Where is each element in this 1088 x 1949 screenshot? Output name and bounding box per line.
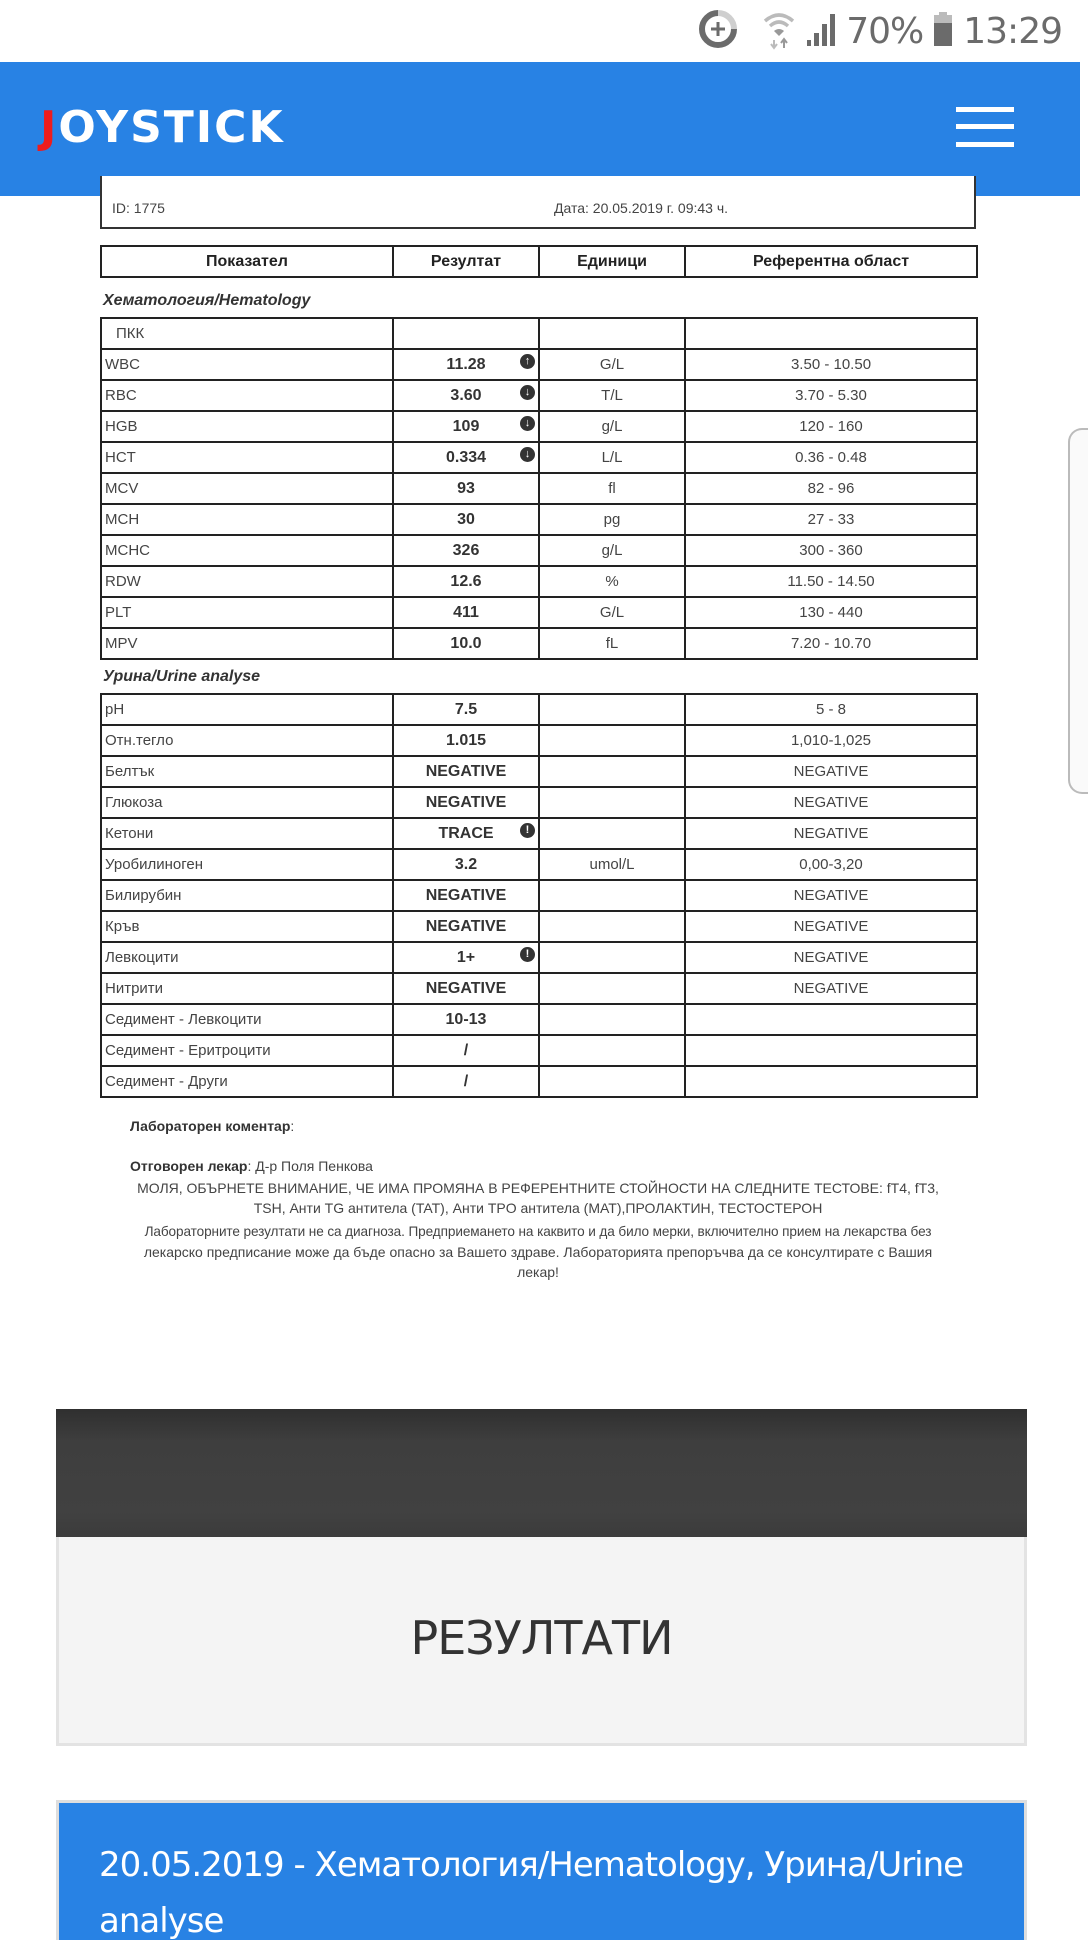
row-name — [101, 942, 393, 973]
column-header-result: Резултат — [393, 246, 539, 277]
row-name — [101, 442, 393, 473]
row-name-text: WBC — [105, 356, 140, 373]
row-reference-text: 0.36 - 0.48 — [795, 449, 867, 466]
row-reference — [685, 473, 977, 504]
table-row — [101, 911, 977, 942]
row-unit — [539, 725, 685, 756]
row-result — [393, 473, 539, 504]
battery-icon — [933, 12, 953, 51]
row-result — [393, 880, 539, 911]
row-result-text: 3.2 — [454, 855, 478, 873]
row-unit-text: fl — [608, 480, 616, 497]
row-name — [101, 411, 393, 442]
row-name — [101, 725, 393, 756]
row-reference — [685, 973, 977, 1004]
row-unit-text: L/L — [601, 449, 623, 466]
row-result — [393, 380, 539, 411]
row-name — [101, 473, 393, 504]
table-row — [101, 1035, 977, 1066]
row-reference — [685, 818, 977, 849]
row-name-text: Отн.тегло — [105, 732, 174, 749]
row-unit — [539, 473, 685, 504]
row-name — [101, 787, 393, 818]
row-result — [393, 973, 539, 1004]
row-name — [101, 911, 393, 942]
row-unit — [539, 349, 685, 380]
row-name — [101, 504, 393, 535]
row-result-text: 30 — [457, 510, 475, 528]
row-unit-text: g/L — [601, 542, 623, 559]
row-reference — [685, 380, 977, 411]
battery-percent: 70% — [846, 10, 924, 52]
result-entry-title[interactable]: 20.05.2019 - Хематология/Hematology, Урина/Urine analyse — [99, 1845, 964, 1941]
row-unit — [539, 880, 685, 911]
report-date: Дата: 20.05.2019 г. 09:43 ч. — [554, 200, 729, 216]
row-result-text: 7.5 — [454, 700, 478, 718]
table-row — [101, 973, 977, 1004]
row-reference-text: NEGATIVE — [793, 887, 869, 904]
row-result — [393, 349, 539, 380]
row-result-text: / — [463, 1072, 469, 1090]
hematology-table — [100, 317, 978, 660]
row-unit — [539, 566, 685, 597]
row-reference-text: 3.50 - 10.50 — [790, 356, 872, 373]
row-result-text: 12.6 — [450, 572, 482, 590]
row-result-text: 11.28 — [446, 355, 486, 373]
doctor-label: Отговорен лекар — [130, 1158, 248, 1174]
row-result — [393, 911, 539, 942]
group-row — [101, 318, 977, 349]
results-banner — [56, 1537, 1027, 1746]
row-reference — [685, 535, 977, 566]
row-name-text: Седимент - Левкоцити — [105, 1011, 262, 1028]
row-name-text: Уробилиноген — [105, 856, 204, 873]
column-header-table — [100, 245, 978, 278]
row-result-text: NEGATIVE — [425, 979, 507, 997]
row-result — [393, 1066, 539, 1097]
row-name — [101, 849, 393, 880]
column-header-indicator: Показател — [101, 246, 393, 277]
row-name-text: PLT — [105, 604, 132, 621]
table-row — [101, 1004, 977, 1035]
exclamation-circle-icon: ! — [520, 947, 535, 962]
row-unit-text: pg — [603, 511, 621, 528]
row-result — [393, 818, 539, 849]
responsible-doctor — [130, 1158, 373, 1174]
row-name — [101, 1035, 393, 1066]
row-name — [101, 380, 393, 411]
row-reference-text: 7.20 - 10.70 — [790, 635, 872, 652]
notice-line-2: TSH, Анти TG антитела (TAT), Анти TPO антитела (MAT),ПРОЛАКТИН, ТЕСТОСТЕРОН — [253, 1200, 823, 1216]
row-name — [101, 694, 393, 725]
row-result-text: / — [463, 1041, 469, 1059]
table-row — [101, 411, 977, 442]
table-row — [101, 442, 977, 473]
row-unit — [539, 1066, 685, 1097]
row-result — [393, 942, 539, 973]
row-reference — [685, 694, 977, 725]
status-bar — [0, 0, 1080, 62]
row-result-text: 93 — [457, 479, 475, 497]
table-row — [101, 849, 977, 880]
row-result — [393, 725, 539, 756]
row-reference-text: 1,010-1,025 — [790, 732, 872, 749]
logo[interactable] — [40, 102, 285, 153]
row-reference — [685, 911, 977, 942]
row-reference — [685, 411, 977, 442]
row-reference — [685, 787, 977, 818]
row-result — [393, 411, 539, 442]
table-row — [101, 349, 977, 380]
row-unit — [539, 411, 685, 442]
row-name-text: Кетони — [105, 825, 154, 842]
row-name — [101, 818, 393, 849]
row-unit — [539, 787, 685, 818]
row-result-text: NEGATIVE — [425, 762, 507, 780]
urine-table — [100, 693, 978, 1098]
row-result — [393, 694, 539, 725]
row-unit — [539, 756, 685, 787]
arrow-down-circle-icon: ↓ — [520, 416, 535, 431]
row-reference — [685, 725, 977, 756]
row-reference-text: NEGATIVE — [793, 918, 869, 935]
row-result-text: 10.0 — [450, 634, 482, 652]
disclaimer-line-1: Лабораторните резултати не са диагноза. Предприемането на каквито и да било мерки, включително прием на лекарства без — [144, 1224, 932, 1239]
table-row — [101, 535, 977, 566]
row-reference-text: NEGATIVE — [793, 763, 869, 780]
row-result-text: 0.334 — [445, 448, 487, 466]
banner-image — [56, 1409, 1027, 1538]
arrow-down-circle-icon: ↓ — [520, 447, 535, 462]
row-name-text: MCH — [105, 511, 140, 528]
row-unit — [539, 442, 685, 473]
row-name-text: MPV — [105, 635, 138, 652]
disclaimer-line-3: лекар! — [517, 1264, 559, 1280]
column-header-row — [101, 246, 977, 277]
row-unit — [539, 694, 685, 725]
row-unit — [539, 1004, 685, 1035]
row-reference-text: NEGATIVE — [793, 794, 869, 811]
table-row — [101, 694, 977, 725]
row-name-text: Кръв — [105, 918, 140, 935]
row-reference-text: 0,00-3,20 — [799, 856, 863, 873]
row-unit — [539, 973, 685, 1004]
logo-text: OYSTICK — [58, 102, 285, 153]
table-row — [101, 942, 977, 973]
row-result-text: NEGATIVE — [425, 886, 507, 904]
row-name — [101, 1004, 393, 1035]
row-result — [393, 787, 539, 818]
table-row — [101, 566, 977, 597]
row-result-text: 411 — [453, 603, 479, 621]
row-unit — [539, 942, 685, 973]
clock: 13:29 — [963, 10, 1062, 52]
row-name — [101, 973, 393, 1004]
row-name-text: MCHC — [105, 542, 150, 559]
hamburger-menu-icon[interactable] — [956, 107, 1014, 147]
table-row — [101, 818, 977, 849]
row-unit — [539, 628, 685, 659]
report-meta — [100, 176, 976, 229]
row-reference-text: NEGATIVE — [793, 825, 869, 842]
row-name-text: pH — [105, 701, 125, 718]
row-reference — [685, 942, 977, 973]
row-result — [393, 1035, 539, 1066]
column-header-reference: Референтна област — [685, 246, 977, 277]
lab-comment — [130, 1118, 294, 1134]
row-unit — [539, 1035, 685, 1066]
row-result-text: 1.015 — [445, 731, 487, 749]
row-name-text: RBC — [105, 387, 137, 404]
row-reference-text: 5 - 8 — [815, 701, 846, 718]
row-result-text: NEGATIVE — [425, 793, 507, 811]
arrow-up-circle-icon: ↑ — [520, 354, 535, 369]
section-title-hematology: Хематология/Hematology — [103, 292, 311, 309]
row-unit — [539, 380, 685, 411]
row-unit-text: T/L — [601, 387, 623, 404]
row-reference — [685, 1066, 977, 1097]
disclaimer-line-2: лекарско предписание може да бъде опасно за Вашето здраве. Лабораторията препоръчва да се консултирате с Вашия — [143, 1244, 933, 1260]
arrow-down-circle-icon: ↓ — [520, 385, 535, 400]
lab-comment-value: : — [290, 1118, 295, 1134]
table-row — [101, 756, 977, 787]
row-name-text: Глюкоза — [105, 794, 163, 811]
results-title: РЕЗУЛТАТИ — [410, 1611, 673, 1665]
row-name — [101, 628, 393, 659]
row-reference-text: NEGATIVE — [793, 980, 869, 997]
table-row — [101, 504, 977, 535]
row-unit-text: % — [605, 573, 619, 590]
table-row — [101, 473, 977, 504]
signal-icon — [806, 12, 836, 51]
row-unit — [539, 911, 685, 942]
exclamation-circle-icon: ! — [520, 823, 535, 838]
table-row — [101, 787, 977, 818]
column-header-units: Единици — [539, 246, 685, 277]
row-name-text: Седимент - Други — [105, 1073, 228, 1090]
result-entry-card[interactable] — [56, 1800, 1027, 1940]
table-row — [101, 725, 977, 756]
table-row — [101, 597, 977, 628]
row-name-text: MCV — [105, 480, 139, 497]
row-result-text: 1+ — [456, 948, 476, 966]
row-result — [393, 849, 539, 880]
row-reference-text: 120 - 160 — [799, 418, 863, 435]
notice-line-1: МОЛЯ, ОБЪРНЕТЕ ВНИМАНИЕ, ЧЕ ИМА ПРОМЯНА В РЕФЕРЕНТНИТЕ СТОЙНОСТИ НА СЛЕДНИТЕ ТЕСТОВЕ: fT4, fT3, — [137, 1180, 939, 1196]
row-reference-text: 130 - 440 — [799, 604, 863, 621]
row-reference — [685, 1004, 977, 1035]
row-result-text: 3.60 — [450, 386, 482, 404]
row-unit — [539, 535, 685, 566]
row-reference-text: 82 - 96 — [807, 480, 855, 497]
row-reference — [685, 849, 977, 880]
row-result-text: 10-13 — [445, 1010, 487, 1028]
row-name — [101, 1066, 393, 1097]
row-reference-text: NEGATIVE — [793, 949, 869, 966]
row-result — [393, 535, 539, 566]
row-name-text: HCT — [105, 449, 136, 466]
table-row — [101, 380, 977, 411]
data-saver-icon — [698, 9, 738, 54]
row-unit-text: umol/L — [589, 856, 635, 873]
row-reference — [685, 1035, 977, 1066]
row-result — [393, 442, 539, 473]
row-result — [393, 628, 539, 659]
row-name — [101, 535, 393, 566]
row-reference — [685, 597, 977, 628]
row-name-text: Билирубин — [105, 887, 182, 904]
row-name — [101, 756, 393, 787]
row-unit-text: G/L — [599, 604, 625, 621]
row-reference-text: 27 - 33 — [807, 511, 855, 528]
row-name-text: Белтък — [105, 763, 155, 780]
row-name-text: Нитрити — [105, 980, 164, 997]
row-reference-text: 300 - 360 — [799, 542, 863, 559]
table-row — [101, 1066, 977, 1097]
row-name — [101, 349, 393, 380]
row-result — [393, 597, 539, 628]
row-name — [101, 880, 393, 911]
lab-comment-label: Лабораторен коментар — [130, 1118, 291, 1134]
row-reference — [685, 756, 977, 787]
row-unit — [539, 597, 685, 628]
row-reference-text: 3.70 - 5.30 — [795, 387, 867, 404]
row-result — [393, 1004, 539, 1035]
row-result-text: 109 — [452, 417, 480, 435]
row-reference — [685, 504, 977, 535]
row-name — [101, 566, 393, 597]
doctor-name: : Д-р Поля Пенкова — [247, 1158, 373, 1174]
wifi-icon — [762, 9, 796, 54]
row-result-text: 326 — [452, 541, 480, 559]
section-title-urine: Урина/Urine analyse — [103, 668, 261, 685]
table-row — [101, 628, 977, 659]
row-name — [101, 597, 393, 628]
row-name-text: HGB — [105, 418, 138, 435]
row-result-text: NEGATIVE — [425, 917, 507, 935]
row-name-text: Левкоцити — [105, 949, 179, 966]
side-panel-handle[interactable] — [1068, 428, 1088, 794]
row-reference — [685, 442, 977, 473]
row-unit-text: G/L — [599, 356, 625, 373]
row-unit-text: g/L — [601, 418, 623, 435]
row-unit — [539, 504, 685, 535]
row-unit-text: fL — [605, 635, 619, 652]
table-row — [101, 880, 977, 911]
row-reference — [685, 349, 977, 380]
group-label: ПКК — [101, 318, 393, 349]
row-result — [393, 756, 539, 787]
row-name-text: RDW — [105, 573, 141, 590]
row-name-text: Седимент - Еритроцити — [105, 1042, 271, 1059]
row-result — [393, 566, 539, 597]
row-reference — [685, 628, 977, 659]
row-reference-text: 11.50 - 14.50 — [787, 573, 875, 590]
row-unit — [539, 818, 685, 849]
logo-accent-letter: J — [40, 102, 59, 153]
row-unit — [539, 849, 685, 880]
row-result-text: TRACE — [438, 824, 494, 842]
row-reference — [685, 566, 977, 597]
row-reference — [685, 880, 977, 911]
report-id: ID: 1775 — [112, 200, 165, 216]
row-result — [393, 504, 539, 535]
